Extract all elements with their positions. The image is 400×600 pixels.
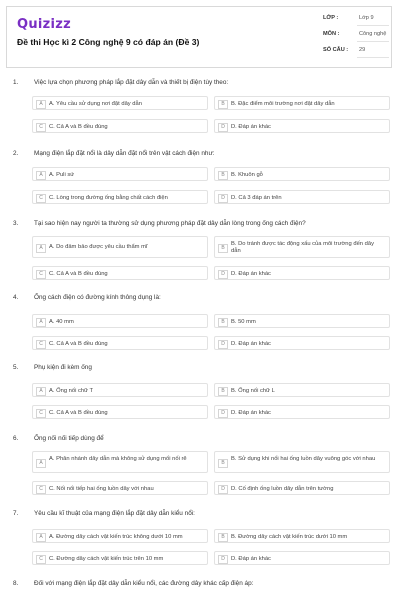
option-letter: B xyxy=(218,318,228,327)
option-letter: A xyxy=(36,318,46,327)
option-d[interactable] xyxy=(214,190,390,204)
question-number: 1. xyxy=(13,79,19,86)
option-b[interactable] xyxy=(214,236,390,258)
option-text: B. Sử dụng khi nối hai ống luồn dây vuông góc với nhau xyxy=(231,455,376,462)
question-text: Ống nối nối tiếp dùng để xyxy=(34,435,104,442)
option-letter: A xyxy=(36,533,46,542)
option-letter: D xyxy=(218,340,228,349)
option-text: A. Ống nối chữ T xyxy=(49,387,94,394)
option-d[interactable] xyxy=(214,336,390,350)
option-text: C. Nối nối tiếp hai ống luồn dây với nhau xyxy=(49,485,154,492)
option-letter: A xyxy=(36,244,46,253)
meta-count-row xyxy=(323,44,389,58)
option-letter: C xyxy=(36,340,46,349)
question-number: 4. xyxy=(13,294,19,301)
question-text: Đối với mạng điện lắp đặt dây dẫn kiểu nổi, các đường dây khác cấp điện áp: xyxy=(34,580,254,587)
option-letter: C xyxy=(36,270,46,279)
meta-value: 29 xyxy=(359,47,366,53)
option-d[interactable] xyxy=(214,266,390,280)
option-letter: D xyxy=(218,555,228,564)
option-letter: D xyxy=(218,123,228,132)
option-letter: C xyxy=(36,123,46,132)
meta-underline xyxy=(357,41,389,42)
option-text: D. Đáp án khác xyxy=(231,555,271,562)
option-text: A. Phân nhánh dây dẫn mà không sử dụng mối nối rẽ xyxy=(49,455,187,462)
meta-subject-row xyxy=(323,28,389,42)
option-letter: D xyxy=(218,194,228,203)
question-number: 2. xyxy=(13,150,19,157)
quizizz-logo: Quizizz xyxy=(17,17,72,32)
option-text: D. Đáp án khác xyxy=(231,270,271,277)
meta-underline xyxy=(357,57,389,58)
option-text: A. 40 mm xyxy=(49,318,74,325)
option-letter: D xyxy=(218,485,228,494)
option-text: C. Đường dây cách vật kiến trúc trên 10 mm xyxy=(49,555,164,562)
option-text: D. Đáp án khác xyxy=(231,340,271,347)
option-text: D. Đáp án khác xyxy=(231,409,271,416)
question-text: Việc lựa chọn phương pháp lắp đặt dây dẫn và thiết bị điện tùy theo: xyxy=(34,79,229,86)
option-b[interactable] xyxy=(214,529,390,543)
worksheet-title: Đề thi Học kì 2 Công nghệ 9 có đáp án (Đề 3) xyxy=(17,37,200,47)
option-c[interactable] xyxy=(32,266,208,280)
option-letter: A xyxy=(36,171,46,180)
option-text: D. Cố định ống luồn dây dẫn trên tường xyxy=(231,485,334,492)
question-number: 7. xyxy=(13,510,19,517)
question-text: Phụ kiện đi kèm ống xyxy=(34,364,92,371)
question-number: 8. xyxy=(13,580,19,587)
question-text: Tại sao hiện nay người ta thường sử dụng phương pháp đặt dây dẫn lòng trong ống cách điện? xyxy=(34,220,306,227)
meta-value: Lớp 9 xyxy=(359,15,374,21)
option-text: B. Ống nối chữ L xyxy=(231,387,275,394)
question-number: 3. xyxy=(13,220,19,227)
option-letter: C xyxy=(36,409,46,418)
option-c[interactable] xyxy=(32,481,208,495)
option-b[interactable] xyxy=(214,167,390,181)
option-text: C. Lòng trong đường ống bằng chất cách điện xyxy=(49,194,168,201)
option-d[interactable] xyxy=(214,551,390,565)
worksheet-header xyxy=(6,6,392,68)
question-text: Yêu cầu kĩ thuật của mạng điện lắp đặt dây dẫn kiểu nổi: xyxy=(34,510,195,517)
option-a[interactable] xyxy=(32,383,208,397)
option-b[interactable] xyxy=(214,451,390,473)
option-a[interactable] xyxy=(32,167,208,181)
option-text: B. Khuôn gỗ xyxy=(231,171,263,178)
meta-class-row xyxy=(323,12,389,26)
option-letter: D xyxy=(218,409,228,418)
option-b[interactable] xyxy=(214,383,390,397)
option-letter: B xyxy=(218,459,228,468)
option-letter: B xyxy=(218,171,228,180)
option-letter: B xyxy=(218,100,228,109)
option-letter: D xyxy=(218,270,228,279)
option-letter: B xyxy=(218,387,228,396)
option-letter: B xyxy=(218,244,228,253)
option-text: B. Đường dây cách vật kiến trúc dưới 10 mm xyxy=(231,533,348,540)
option-b[interactable] xyxy=(214,96,390,110)
option-text: A. Do đảm bảo được yêu cầu thẩm mĩ xyxy=(49,244,148,250)
option-a[interactable] xyxy=(32,529,208,543)
question-text: Ống cách điện có đường kính thông dụng là: xyxy=(34,294,161,301)
option-d[interactable] xyxy=(214,481,390,495)
meta-label: SỐ CÂU : xyxy=(323,47,349,53)
option-a[interactable] xyxy=(32,314,208,328)
option-a[interactable] xyxy=(32,236,208,258)
option-text: C. Cả A và B đều đúng xyxy=(49,409,108,416)
option-c[interactable] xyxy=(32,119,208,133)
option-a[interactable] xyxy=(32,96,208,110)
option-c[interactable] xyxy=(32,551,208,565)
option-b[interactable] xyxy=(214,314,390,328)
option-c[interactable] xyxy=(32,405,208,419)
option-text: D. Cả 3 đáp án trên xyxy=(231,194,282,201)
meta-label: MÔN : xyxy=(323,31,340,37)
meta-label: LỚP : xyxy=(323,15,339,21)
option-letter: A xyxy=(36,100,46,109)
meta-underline xyxy=(357,25,389,26)
option-text: D. Đáp án khác xyxy=(231,123,271,130)
option-text: B. Đặc điểm môi trường nơi đặt dây dẫn xyxy=(231,100,335,107)
option-letter: C xyxy=(36,194,46,203)
option-text: A. Puli sứ xyxy=(49,171,75,178)
option-c[interactable] xyxy=(32,190,208,204)
option-letter: C xyxy=(36,555,46,564)
option-a[interactable] xyxy=(32,451,208,473)
question-number: 6. xyxy=(13,435,19,442)
option-letter: B xyxy=(218,533,228,542)
option-text: C. Cả A và B đều đúng xyxy=(49,270,108,277)
question-text: Mạng điện lắp đặt nổi là dây dẫn đặt nổi trên vật cách điện như: xyxy=(34,150,215,157)
option-letter: A xyxy=(36,459,46,468)
question-number: 5. xyxy=(13,364,19,371)
option-c[interactable] xyxy=(32,336,208,350)
option-text: C. Cả A và B đều đúng xyxy=(49,340,108,347)
option-d[interactable] xyxy=(214,119,390,133)
option-text: B. 50 mm xyxy=(231,318,256,325)
option-text: C. Cả A và B đều đúng xyxy=(49,123,108,130)
option-letter: C xyxy=(36,485,46,494)
option-d[interactable] xyxy=(214,405,390,419)
option-text: A. Đường dây cách vật kiến trúc không dưới 10 mm xyxy=(49,533,183,540)
option-text: A. Yêu cầu sử dụng nơi đặt dây dẫn xyxy=(49,100,142,107)
option-text: B. Do tránh được tác động xấu của môi trường đến dây dẫn xyxy=(231,240,374,254)
meta-value: Công nghệ xyxy=(359,31,387,37)
option-letter: A xyxy=(36,387,46,396)
